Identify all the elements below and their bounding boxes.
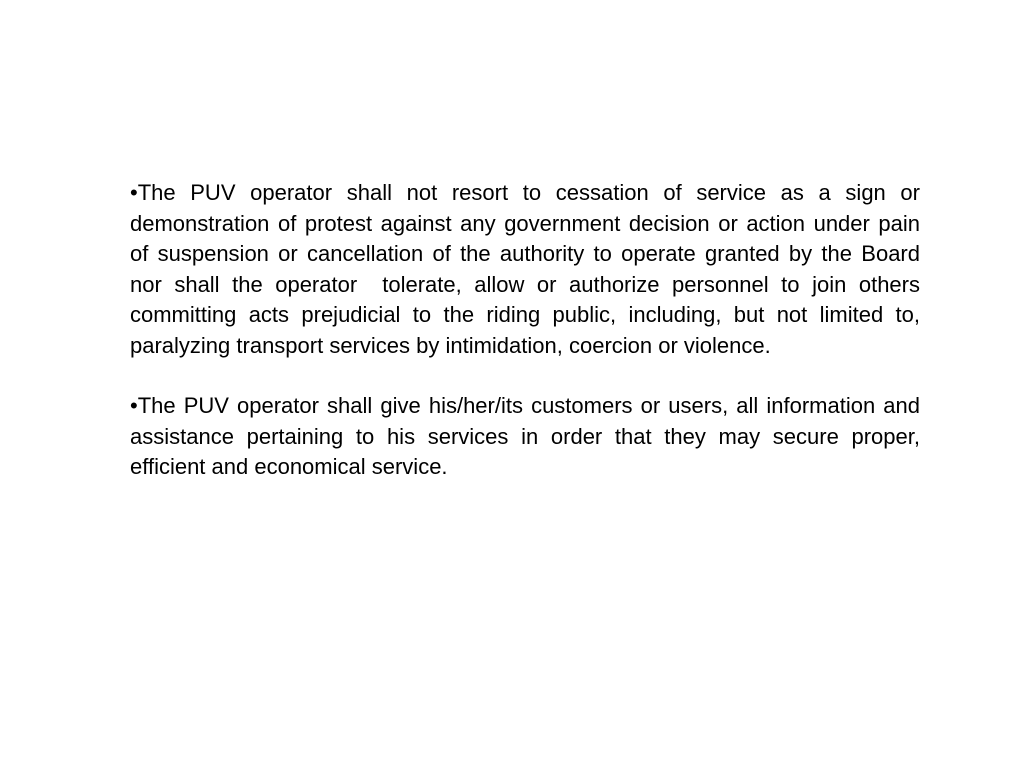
bullet-paragraph-2: •The PUV operator shall give his/her/its customers or users, all information and assistance pertaining to his services in order that they may secure proper, efficient and economical service. xyxy=(130,393,927,479)
bullet-paragraph-1: •The PUV operator shall not resort to cessation of service as a sign or demonstration of protest against any government decision or action under pain of suspension or cancellation of the authority to operate granted by the Board nor shall the operator tolerate, allow or authorize personnel to join others committing acts prejudicial to the riding public, including, but not limited to, paralyzing transport services by intimidation, coercion or violence. xyxy=(130,180,927,358)
paragraph-spacer xyxy=(130,361,920,391)
slide-body xyxy=(130,178,927,483)
